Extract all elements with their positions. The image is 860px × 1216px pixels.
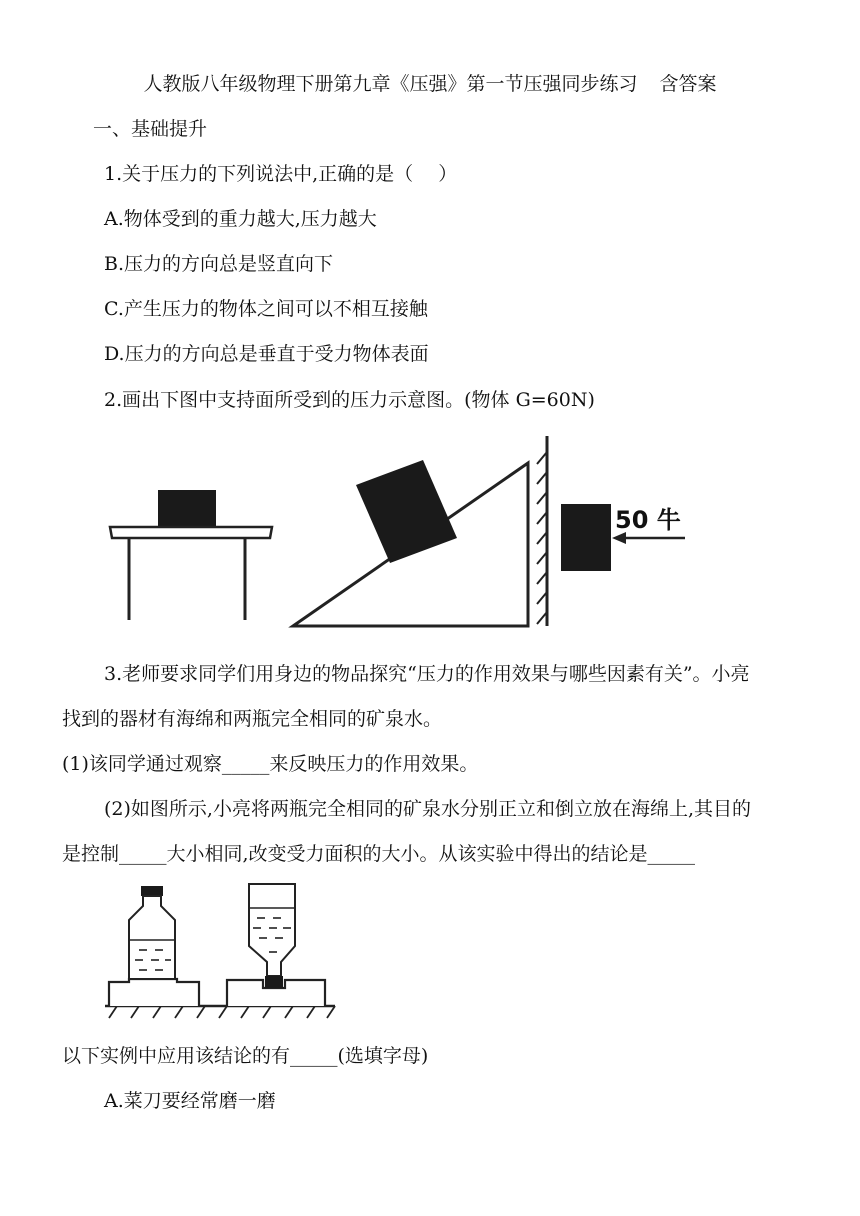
incline-figure <box>293 460 528 626</box>
page-title <box>0 70 860 98</box>
block-on-table <box>158 490 216 527</box>
section-heading: 一、基础提升 <box>93 118 208 140</box>
block-on-wall <box>561 504 611 571</box>
q1-stem: 1.关于压力的下列说法中,正确的是（ ） <box>104 163 458 185</box>
force-diagram-figure <box>100 428 700 638</box>
table-figure <box>110 490 272 620</box>
title-suffix: 含答案 <box>659 73 717 95</box>
q3-line-1: 3.老师要求同学们用身边的物品探究“压力的作用效果与哪些因素有关”。小亮 <box>104 663 750 685</box>
q3-option-a: A.菜刀要经常磨一磨 <box>104 1090 276 1112</box>
bottle-inverted <box>249 884 295 988</box>
bottles-on-sponge-figure <box>95 876 345 1026</box>
q2-stem: 2.画出下图中支持面所受到的压力示意图。(物体 G=60N) <box>104 389 595 411</box>
q3-part-2b: 是控制_____大小相同,改变受力面积的大小。从该实验中得出的结论是_____ <box>62 843 696 865</box>
q1-option-c: C.产生压力的物体之间可以不相互接触 <box>104 298 428 320</box>
q3-part-2a: (2)如图所示,小亮将两瓶完全相同的矿泉水分别正立和倒立放在海绵上,其目的 <box>104 798 751 820</box>
table-top <box>110 527 272 538</box>
q3-part-3: 以下实例中应用该结论的有_____(选填字母) <box>62 1045 429 1067</box>
sponge-left <box>109 979 199 1006</box>
q1-option-d: D.压力的方向总是垂直于受力物体表面 <box>104 343 429 365</box>
q3-line-2: 找到的器材有海绵和两瓶完全相同的矿泉水。 <box>62 708 443 730</box>
q1-option-b: B.压力的方向总是竖直向下 <box>104 253 334 275</box>
q3-part-1: (1)该同学通过观察_____来反映压力的作用效果。 <box>62 753 479 775</box>
bottle-upright <box>129 886 175 979</box>
wall-figure <box>537 436 685 626</box>
ground-hatching <box>109 1006 335 1018</box>
force-label: 50 牛 <box>615 506 681 534</box>
q1-option-a: A.物体受到的重力越大,压力越大 <box>104 208 377 230</box>
title-main: 人教版八年级物理下册第九章《压强》第一节压强同步练习 <box>143 73 638 95</box>
